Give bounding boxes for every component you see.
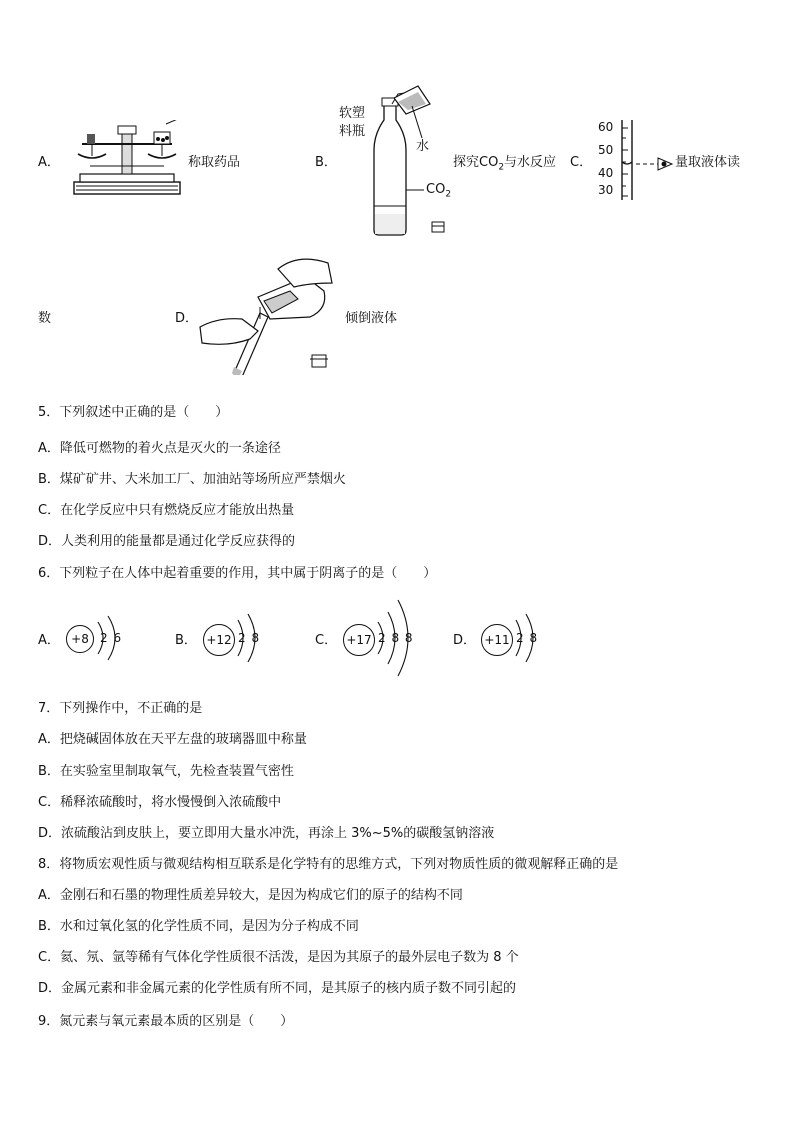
q7-option-d: D．浓硫酸沾到皮肤上，要立即用大量水冲洗，再涂上 3%~5%的碳酸氢钠溶液 [38, 826, 495, 841]
q4-option-d-letter: D． [175, 311, 199, 326]
q4-option-b-text: 探究$CO_2$与水反应 [453, 155, 557, 173]
atom-b-nucleus: +12 [203, 624, 235, 656]
q7-stem: 7．下列操作中，不正确的是 [38, 701, 203, 716]
q4-bottle-label-1: 软塑 [339, 106, 366, 121]
atom-a-letter: A． [38, 633, 60, 648]
atom-c-nucleus: +17 [343, 624, 375, 656]
q8-option-b: B．水和过氧化氢的化学性质不同，是因为分子构成不同 [38, 919, 359, 934]
q4-bottle-label-2: 料瓶 [339, 124, 366, 139]
atom-d-nucleus: +11 [481, 624, 513, 656]
q5-option-d: D．人类利用的能量都是通过化学反应获得的 [38, 534, 296, 549]
q5-stem: 5．下列叙述中正确的是（ ） [38, 405, 229, 420]
cylinder-tick-40: 40 [598, 166, 614, 180]
q7-option-c: C．稀释浓硫酸时，将水慢慢倒入浓硫酸中 [38, 795, 282, 810]
q5-option-a: A．降低可燃物的着火点是灭火的一条途径 [38, 441, 281, 456]
atom-d-electrons: 2 8 [516, 631, 538, 645]
q8-option-c: C．氦、氖、氩等稀有气体化学性质很不活泼，是因为其原子的最外层电子数为 8 个 [38, 950, 519, 965]
q9-stem: 9．氮元素与氧元素最本质的区别是（ ） [38, 1014, 294, 1029]
atom-c-electrons: 2 8 8 [378, 631, 413, 645]
q4-water-label: 水 [416, 139, 430, 154]
q8-option-a: A．金刚石和石墨的物理性质差异较大，是因为构成它们的原子的结构不同 [38, 888, 463, 903]
cylinder-tick-30: 30 [598, 183, 614, 197]
q4-option-a-text: 称取药品 [188, 155, 241, 170]
balance-scale-image [70, 120, 185, 198]
atom-a-nucleus: +8 [66, 625, 94, 653]
q4-option-c-text-cont: 数 [38, 311, 52, 326]
atom-a-electrons: 2 6 [100, 631, 122, 645]
q7-option-b: B．在实验室里制取氧气，先检查装置气密性 [38, 764, 294, 779]
atom-b-letter: B． [175, 633, 197, 648]
q8-option-d: D．金属元素和非金属元素的化学性质有所不同，是其原子的核内质子数不同引起的 [38, 981, 517, 996]
q6-stem: 6．下列粒子在人体中起着重要的作用，其中属于阴离子的是（ ） [38, 566, 437, 581]
plastic-bottle-image [368, 80, 450, 238]
q4-option-c-letter: C． [570, 155, 593, 170]
cylinder-tick-60: 60 [598, 120, 614, 134]
q5-option-b: B．煤矿矿井、大米加工厂、加油站等场所应严禁烟火 [38, 472, 346, 487]
q7-option-a: A．把烧碱固体放在天平左盘的玻璃器皿中称量 [38, 732, 307, 747]
atom-b-electrons: 2 8 [238, 631, 260, 645]
q4-option-c-text: 量取液体读 [675, 155, 741, 170]
q4-option-b-letter: B． [315, 155, 337, 170]
atom-c-letter: C． [315, 633, 338, 648]
q8-stem: 8．将物质宏观性质与微观结构相互联系是化学特有的思维方式，下列对物质性质的微观解释正确的是 [38, 857, 619, 872]
cylinder-tick-50: 50 [598, 143, 614, 157]
pouring-liquid-image [198, 243, 338, 375]
q4-option-a-letter: A． [38, 155, 60, 170]
q5-option-c: C．在化学反应中只有燃烧反应才能放出热量 [38, 503, 295, 518]
atom-d-letter: D． [453, 633, 477, 648]
q4-option-d-text: 倾倒液体 [345, 311, 398, 326]
q4-co2-label: $CO_2$ [426, 182, 452, 200]
